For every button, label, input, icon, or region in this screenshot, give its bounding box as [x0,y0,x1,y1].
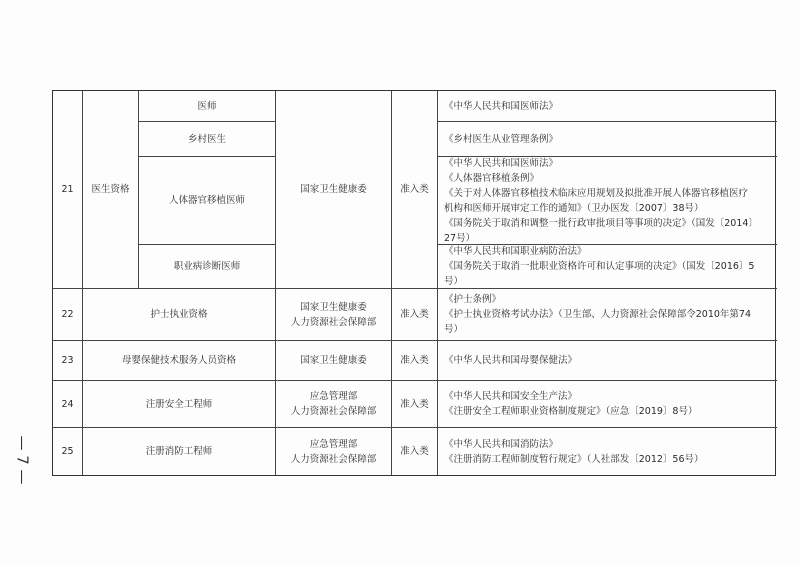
qualification-name: 医生资格 [83,91,139,289]
page-number [8,430,38,490]
legal-basis [438,122,777,157]
legal-basis [438,245,777,289]
basis-line: 《国务院关于取消和调整一批行政审批项目等事项的决定》（国发〔2014〕 [444,217,758,229]
category: 准入类 [392,381,438,428]
row-number: 21 [53,91,83,289]
category: 准入类 [392,289,438,341]
basis-line: 27号） [444,232,476,244]
department-line: 应急管理部 [309,438,358,450]
basis-line: 《中华人民共和国医师法》 [444,157,559,169]
legal-basis [438,428,777,475]
basis-line: 号） [444,324,464,335]
qualification-name: 注册安全工程师 [83,381,276,428]
row-number: 23 [53,341,83,381]
sub-qualification-name: 职业病诊断医师 [139,245,276,289]
basis-line: 《护士条例》 [444,294,502,305]
qualification-name: 护士执业资格 [83,289,276,341]
legal-basis [438,341,777,381]
basis-line: 《中华人民共和国母婴保健法》 [444,355,578,366]
department-line: 应急管理部 [309,391,358,402]
basis-line: 《中华人民共和国安全生产法》 [444,391,578,402]
department [276,289,392,341]
sub-qualification-name: 医师 [139,91,276,122]
row-number: 24 [53,381,83,428]
basis-line: 《中华人民共和国消防法》 [444,438,559,450]
department [276,428,392,475]
qualification-name: 注册消防工程师 [83,428,276,475]
department-line: 人力资源社会保障部 [290,406,377,417]
basis-line: 《关于对人体器官移植技术临床应用规划及拟批准开展人体器官移植医疗 [444,187,749,199]
basis-line: 《中华人民共和国职业病防治法》 [444,246,587,257]
basis-line: 号） [444,276,464,287]
basis-line: 《乡村医生从业管理条例》 [444,133,559,145]
category: 准入类 [392,341,438,381]
sub-qualification-name: 乡村医生 [139,122,276,157]
department-line: 国家卫生健康委 [300,301,367,313]
legal-basis [438,157,777,245]
basis-line: 《中华人民共和国医师法》 [444,100,559,112]
basis-line: 机构和医师开展审定工作的通知》（卫办医发〔2007〕38号） [444,202,704,214]
basis-line: 《护士执业资格考试办法》（卫生部、人力资源社会保障部令2010年第74 [444,309,752,320]
category: 准入类 [392,428,438,475]
page-number-text: — 7 — [14,435,32,485]
basis-line: 《人体器官移植条例》 [444,172,540,184]
legal-basis [438,91,777,122]
department [276,381,392,428]
row-number: 25 [53,428,83,475]
category: 准入类 [392,91,438,289]
basis-line: 《注册消防工程师制度暂行规定》（人社部发〔2012〕56号） [444,453,704,465]
basis-line: 《注册安全工程师职业资格制度规定》（应急〔2019〕8号） [444,406,698,417]
basis-line: 《国务院关于取消一批职业资格许可和认定事项的决定》（国发〔2016〕5 [444,261,755,272]
department: 国家卫生健康委 [276,91,392,289]
legal-basis [438,289,777,341]
row-number: 22 [53,289,83,341]
legal-basis [438,381,777,428]
sub-qualification-name: 人体器官移植医师 [139,157,276,245]
department-line: 人力资源社会保障部 [290,453,377,465]
department-line: 人力资源社会保障部 [290,316,377,328]
qualification-name: 母婴保健技术服务人员资格 [83,341,276,381]
qualification-table [52,90,776,476]
department: 国家卫生健康委 [276,341,392,381]
